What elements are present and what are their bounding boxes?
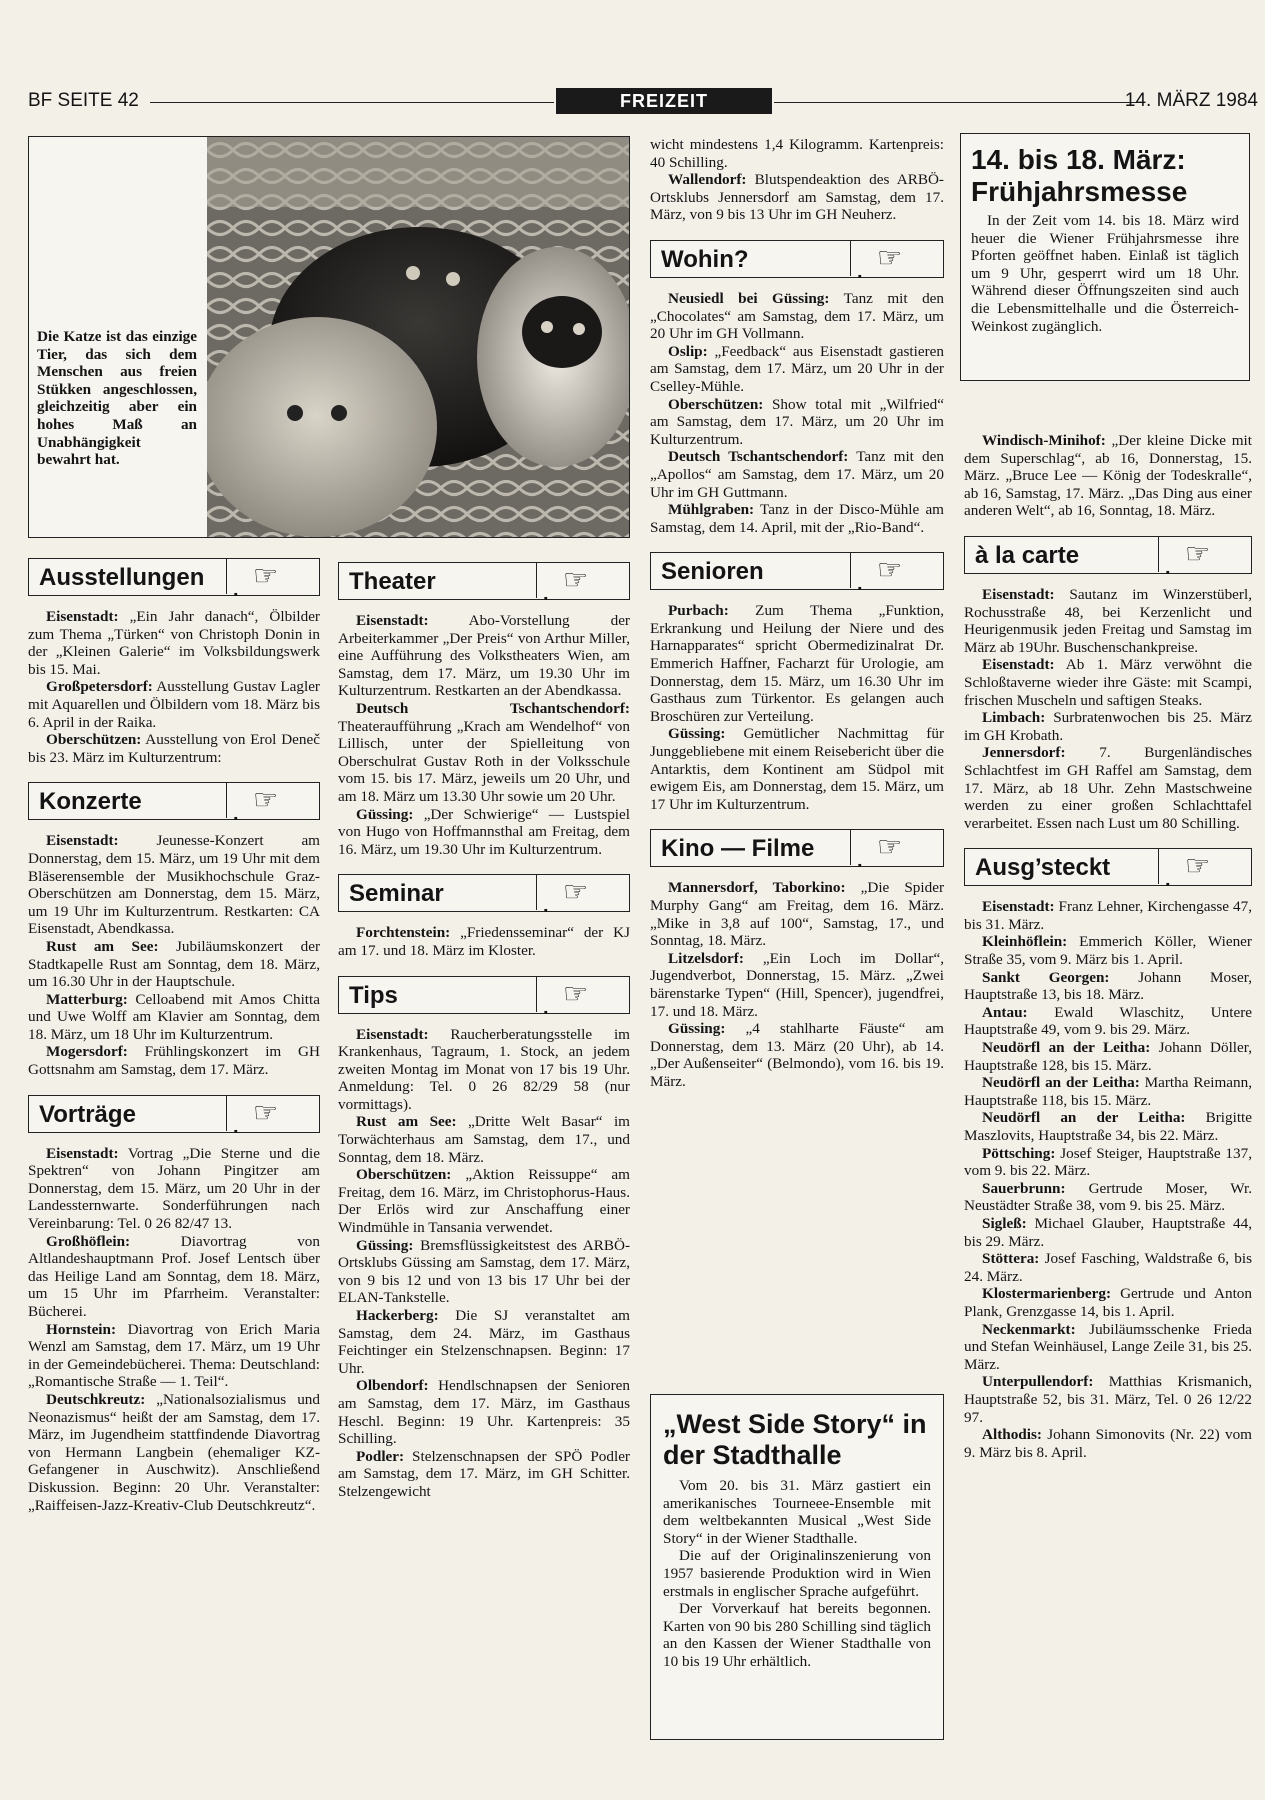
entry: Althodis: Johann Simonovits (Nr. 22) vom 9. März bis 8. April. — [964, 1426, 1252, 1461]
section-theater — [338, 562, 630, 858]
section-ausgsteckt — [964, 848, 1252, 1461]
photo-caption: Die Katze ist das einzige Tier, das sich dem Menschen aus freien Stükken angeschlossen, gleichzeitig aber ein hohes Maß an Unabhängigkeit bewahrt hat. — [37, 328, 197, 469]
entry: Eisenstadt: Ab 1. März verwöhnt die Schloßtaverne wieder ihre Gäste: mit Scampi, frischen Muscheln und saftigen Steaks. — [964, 656, 1252, 709]
cat-photo — [207, 137, 630, 537]
section-heading: à la carte . ☞ — [964, 536, 1252, 574]
issue-date: 14. MÄRZ 1984 — [1124, 90, 1258, 111]
entry: Eisenstadt: Raucherberatungsstelle im Krankenhaus, Tagraum, 1. Stock, an jedem zweiten Montag im Monat von 17 bis 19 Uhr. Anmeldung: Tel. 0 26 82/29 58 (nur vormittags). — [338, 1025, 630, 1113]
entry: Rust am See: Jubiläumskonzert der Stadtkapelle Rust am Sonntag, dem 18. März, um 16.30 Uhr in der Hauptschule. — [28, 937, 320, 991]
hand-icon: . ☞ — [536, 977, 629, 1012]
hand-icon: . ☞ — [226, 783, 319, 818]
entry: Matterburg: Celloabend mit Amos Chitta und Uwe Wolff am Klavier am Sonntag, dem 18. März, um 18 Uhr im Kulturzentrum. — [28, 990, 320, 1043]
section-heading: Seminar . ☞ — [338, 874, 630, 912]
section-heading: Ausg’steckt . ☞ — [964, 848, 1252, 886]
entry: Güssing: „4 stahlharte Fäuste“ am Donnerstag, dem 13. März (20 Uhr), ab 14. „Der Außenseiter“ (Belmondo), vom 16. bis 19. März. — [650, 1020, 944, 1090]
entry: Großpetersdorf: Ausstellung Gustav Lagler mit Aquarellen und Ölbildern vom 18. März bis 6. April in der Raika. — [28, 678, 320, 731]
hand-icon: . ☞ — [850, 830, 943, 865]
entry: Purbach: Zum Thema „Funktion, Erkrankung und Heilung der Niere und des Harnapparates“ spricht Obermedizinalrat Dr. Emmerich Haffner, Facharzt für Urologie, am Donnerstag, dem 15. März, um 16.30 Uhr im Gasthaus zum Türkentor. Es gelangen auch Broschüren zur Verteilung. — [650, 602, 944, 725]
section-heading: Kino — Filme . ☞ — [650, 829, 944, 867]
entry: Großhöflein: Diavortrag von Altlandeshauptmann Prof. Josef Lentsch über das Heilige Land am Sonntag, dem 18. März, um 15 Uhr im Pfarrheim. Veranstalter: Bücherei. — [28, 1232, 320, 1320]
section-heading: Senioren . ☞ — [650, 552, 944, 590]
entry: Mogersdorf: Frühlingskonzert im GH Gottsnahm am Samstag, dem 17. März. — [28, 1043, 320, 1079]
box-title: „West Side Story“ in der Stadthalle — [663, 1409, 927, 1470]
fruehjahrsmesse-box — [960, 133, 1250, 381]
entry: Wallendorf: Blutspendeaktion des ARBÖ-Ortsklubs Jennersdorf am Samstag, dem 17. März, von 9 bis 13 Uhr im GH Neuherz. — [650, 171, 944, 224]
section-heading: Theater . ☞ — [338, 562, 630, 600]
entry: Hackerberg: Die SJ veranstaltet am Samstag, dem 24. März, im Gasthaus Feichtinger ein Stelzenschnapsen. Beginn: 17 Uhr. — [338, 1307, 630, 1377]
box-title: 14. bis 18. März: Frühjahrsmesse — [971, 144, 1188, 207]
entry: Limbach: Surbratenwochen bis 25. März im GH Krobath. — [964, 709, 1252, 744]
entry: Oberschützen: Ausstellung von Erol Deneč bis 23. März im Kulturzentrum: — [28, 731, 320, 766]
section-heading: Wohin? . ☞ — [650, 240, 944, 278]
entry: Neudörfl an der Leitha: Martha Reimann, Hauptstraße 118, bis 15. März. — [964, 1074, 1252, 1109]
entry: Hornstein: Diavortrag von Erich Maria Wenzl am Samstag, dem 17. März, um 19 Uhr in der Gemeindebücherei. Thema: Deutschland: „Romantische Straße — 1. Teil“. — [28, 1320, 320, 1391]
entry: Oslip: „Feedback“ aus Eisenstadt gastieren am Samstag, dem 17. März, um 20 Uhr in der Cselley-Mühle. — [650, 342, 944, 395]
entry: Podler: Stelzenschnapsen der SPÖ Podler am Samstag, dem 17. März, im GH Schitter. Stelzengewicht — [338, 1447, 630, 1500]
hand-icon: . ☞ — [850, 241, 943, 276]
box-paragraph: Der Vorverkauf hat bereits begonnen. Karten von 90 bis 280 Schilling sind täglich an den Kassen der Wiener Stadthalle von 10 bis 19 Uhr erhältlich. — [663, 1600, 931, 1670]
section-konzerte — [28, 782, 320, 1078]
box-paragraph: In der Zeit vom 14. bis 18. März wird heuer die Wiener Frühjahrsmesse ihre Pforten geöffnet haben. Einlaß ist täglich um 9 Uhr, gesperrt wird um 18 Uhr. Während dieser Öffnungszeiten sind auch die Lebensmittelhalle und die Österreich-Weinkost zugänglich. — [971, 212, 1239, 335]
entry: Forchtenstein: „Friedensseminar“ der KJ am 17. und 18. März im Kloster. — [338, 924, 630, 959]
box-paragraph: Die auf der Originalinszenierung von 1957 basierende Produktion wird in Wien erstmals in englischer Sprache aufgeführt. — [663, 1547, 931, 1600]
section-kino — [650, 829, 944, 1090]
section-heading: Ausstellungen . ☞ — [28, 558, 320, 596]
entry: Eisenstadt: „Ein Jahr danach“, Ölbilder zum Thema „Türken“ von Christoph Donin in der „Kleinen Galerie“ im Volksbildungswerk bis 15. Mai. — [28, 608, 320, 678]
column-3 — [650, 136, 944, 1107]
section-heading: Konzerte . ☞ — [28, 782, 320, 820]
page-header — [28, 88, 1258, 116]
entry: Rust am See: „Dritte Welt Basar“ im Torwächterhaus am Samstag, dem 17., und Sonntag, dem 18. März. — [338, 1113, 630, 1166]
entry: Deutschkreutz: „Nationalsozialismus und Neonazismus“ heißt der am Samstag, dem 17. März, im Jugendheim stattfindende Diavortrag von Hermann Langbein (ehemaliger KZ-Gefangener in Auschwitz). Anschließend Diskussion. Beginn: 20 Uhr. Veranstalter: „Raiffeisen-Jazz-Kreativ-Club Deutschkreutz“. — [28, 1390, 320, 1514]
entry: Eisenstadt: Abo-Vorstellung der Arbeiterkammer „Der Preis“ von Arthur Miller, eine Aufführung des Volkstheaters Wien, am Samstag, dem 17. März, um 19.30 Uhr im Kulturzentrum. Restkarten an der Abendkassa. — [338, 612, 630, 700]
entry: Neudörfl an der Leitha: Brigitte Maszlovits, Hauptstraße 34, bis 22. März. — [964, 1109, 1252, 1144]
entry: Sankt Georgen: Johann Moser, Hauptstraße 13, bis 18. März. — [964, 968, 1252, 1004]
column-1 — [28, 558, 320, 1530]
hand-icon: . ☞ — [1158, 849, 1251, 884]
hand-icon: . ☞ — [536, 563, 629, 598]
hand-icon: . ☞ — [850, 553, 943, 588]
entry: Eisenstadt: Sautanz im Winzerstüberl, Rochusstraße 48, bei Kerzenlicht und Heurigenmusik jeden Freitag und Samstag im März ab 19Uhr. Buschenschankpreise. — [964, 585, 1252, 656]
section-senioren — [650, 552, 944, 813]
hand-icon: . ☞ — [1158, 537, 1251, 572]
entry: Stöttera: Josef Fasching, Waldstraße 6, bis 24. März. — [964, 1250, 1252, 1285]
entry: Antau: Ewald Wlaschitz, Untere Hauptstraße 49, vom 9. bis 29. März. — [964, 1003, 1252, 1039]
entry: Neckenmarkt: Jubiläumsschenke Frieda und Stefan Weinhäusel, Lange Zeile 31, bis 25. März. — [964, 1320, 1252, 1373]
entry: Sigleß: Michael Glauber, Hauptstraße 44, bis 29. März. — [964, 1214, 1252, 1250]
entry: Oberschützen: „Aktion Reissuppe“ am Freitag, dem 16. März, im Christophorus-Haus. Der Erlös wird zur Anschaffung einer Windmühle in Tansania verwendet. — [338, 1166, 630, 1237]
entry: Neusiedl bei Güssing: Tanz mit den „Chocolates“ am Samstag, dem 17. März, um 20 Uhr im GH Vollmann. — [650, 289, 944, 343]
section-vortraege — [28, 1095, 320, 1514]
entry: Kleinhöflein: Emmerich Köller, Wiener Straße 35, vom 9. März bis 1. April. — [964, 933, 1252, 969]
entry: Jennersdorf: 7. Burgenländisches Schlachtfest im GH Raffel am Samstag, dem 17. März, ab 18 Uhr. Zehn Mastschweine werden zu einer großen Schlachttafel verarbeitet. Essen nach Lust um 80 Schilling. — [964, 744, 1252, 832]
section-heading: Vorträge . ☞ — [28, 1095, 320, 1133]
entry: Litzelsdorf: „Ein Loch im Dollar“, Jugendverbot, Donnerstag, 15. März. „Zwei bärenstarke Typen“ (Hill, Spencer), jugendfrei, 17. und 18. März. — [650, 949, 944, 1020]
column-4 — [964, 432, 1252, 1477]
section-heading: Tips . ☞ — [338, 976, 630, 1014]
entry: Deutsch Tschantschendorf: Tanz mit den „Apollos“ am Samstag, dem 17. März, um 20 Uhr im GH Guttmann. — [650, 448, 944, 501]
entry: wicht mindestens 1,4 Kilogramm. Kartenpreis: 40 Schilling. — [650, 136, 944, 171]
section-seminar — [338, 874, 630, 959]
entry: Oberschützen: Show total mit „Wilfried“ am Samstag, dem 17. März, um 20 Uhr im Kulturzentrum. — [650, 395, 944, 448]
section-ausstellungen — [28, 558, 320, 766]
page-number: BF SEITE 42 — [28, 90, 139, 111]
section-wohin — [650, 240, 944, 536]
section-label: FREIZEIT — [556, 88, 772, 114]
entry: Deutsch Tschantschendorf: Theateraufführung „Krach am Wendelhof“ von Lillisch, unter der Spielleitung von Oberschulrat Gustav Roth in der Volksschule vom 15. bis 17. März, jeweils um 20 Uhr, und am 18. März um 13.30 Uhr sowie um 20 Uhr. — [338, 699, 630, 805]
entry: Sauerbrunn: Gertrude Moser, Wr. Neustädter Straße 38, vom 9. bis 25. März. — [964, 1179, 1252, 1215]
entry: Olbendorf: Hendlschnapsen der Senioren am Samstag, dem 17. März, im Gasthaus Heschl. Beginn: 19 Uhr. Kartenpreis: 35 Schilling. — [338, 1377, 630, 1448]
entry: Klostermarienberg: Gertrude und Anton Plank, Grenzgasse 14, bis 1. April. — [964, 1285, 1252, 1320]
entry: Eisenstadt: Franz Lehner, Kirchengasse 47, bis 31. März. — [964, 898, 1252, 933]
entry: Güssing: Bremsflüssigkeitstest des ARBÖ-Ortsklubs Güssing am Samstag, dem 17. März, von 9 bis 12 und von 13 bis 17 Uhr bei der ELAN-Tankstelle. — [338, 1236, 630, 1307]
section-lead — [964, 432, 1252, 520]
cat-photo-block — [28, 136, 630, 538]
entry: Windisch-Minihof: „Der kleine Dicke mit dem Superschlag“, ab 16, Donnerstag, 15. März. „Bruce Lee — König der Todeskralle“, ab 16, Samstag, 17. März. „Das Ding aus einer anderen Welt“, ab 16, Sonntag, 18. März. — [964, 432, 1252, 520]
west-side-story-box — [650, 1394, 944, 1740]
column-2 — [338, 562, 630, 1517]
entry: Mannersdorf, Taborkino: „Die Spider Murphy Gang“ am Freitag, dem 16. März. „Mike in 3,8 auf 100“, Samstag, 17., und Sonntag, 18. März. — [650, 879, 944, 950]
entry: Pöttsching: Josef Steiger, Hauptstraße 137, vom 9. bis 22. März. — [964, 1144, 1252, 1180]
entry: Mühlgraben: Tanz in der Disco-Mühle am Samstag, dem 14. April, mit der „Rio-Band“. — [650, 501, 944, 536]
rule-right — [774, 102, 1138, 103]
entry: Unterpullendorf: Matthias Krismanich, Hauptstraße 52, bis 31. März, Tel. 0 26 12/22 97. — [964, 1373, 1252, 1426]
section-lead — [650, 136, 944, 224]
entry: Neudörfl an der Leitha: Johann Döller, Hauptstraße 128, bis 15. März. — [964, 1039, 1253, 1074]
section-tips — [338, 976, 630, 1501]
entry: Eisenstadt: Jeunesse-Konzert am Donnerstag, dem 15. März, um 19 Uhr mit dem Bläserensemble der Musikhochschule Graz-Oberschützen am Donnerstag, dem 15. März, um 19 Uhr im Kulturzentrum. Restkarten: CA Eisenstadt, Abendkassa. — [28, 832, 320, 938]
entry: Eisenstadt: Vortrag „Die Sterne und die Spektren“ von Johann Pingitzer am Donnerstag, dem 15. März, um 20 Uhr in der Landessternwarte. Sonderführungen nach Vereinbarung: Tel. 0 26 82/47 13. — [28, 1144, 320, 1233]
box-paragraph: Vom 20. bis 31. März gastiert ein amerikanisches Tourneee-Ensemble mit dem weltbekannten Musical „West Side Story“ in der Wiener Stadthalle. — [663, 1477, 931, 1547]
entry: Güssing: „Der Schwierige“ — Lustspiel von Hugo von Hoffmannsthal am Freitag, dem 16. März, um 19.30 Uhr im Kulturzentrum. — [338, 805, 630, 858]
hand-icon: . ☞ — [536, 875, 629, 910]
entry: Güssing: Gemütlicher Nachmittag für Junggebliebene mit einem Reisebericht über die Antarktis, dem Kontinent am Südpol mit ewigem Eis, am Donnerstag, dem 15. März, um 17 Uhr im Kulturzentrum. — [650, 725, 944, 813]
section-a-la-carte — [964, 536, 1252, 832]
hand-icon: . ☞ — [226, 559, 319, 594]
hand-icon: . ☞ — [226, 1096, 319, 1131]
rule-left — [150, 102, 554, 103]
